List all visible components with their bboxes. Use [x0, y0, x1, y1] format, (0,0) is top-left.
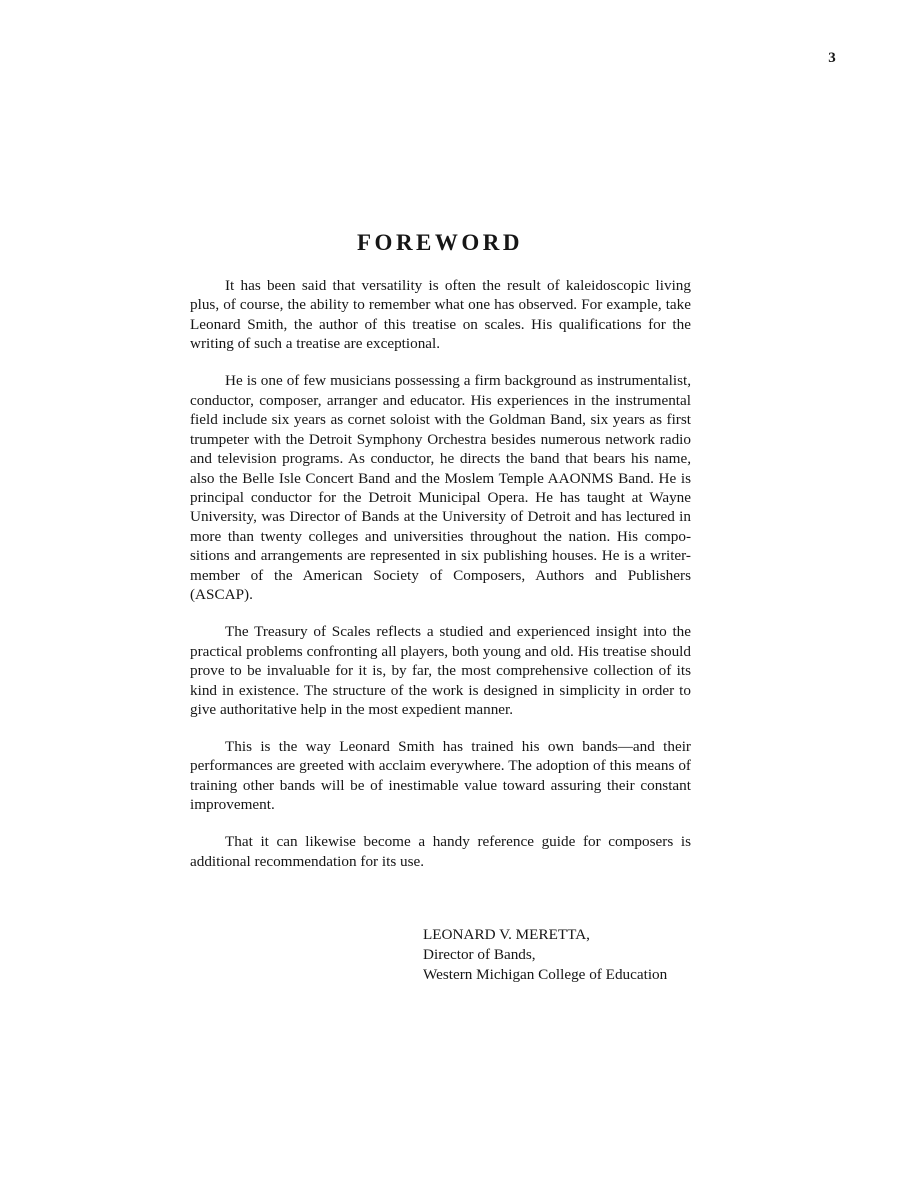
- signature-institution: Western Michigan College of Education: [423, 966, 668, 983]
- paragraph-4: This is the way Leonard Smith has trained his own bands—and their performances are greeted with acclaim everywhere. The adoption of this means of training other bands will be of inestimable value toward assuring their constant improvement.: [190, 738, 691, 814]
- paragraph-5: That it can likewise become a handy reference guide for composers is additional recommendation for its use.: [190, 833, 691, 870]
- foreword-body: [190, 276, 691, 889]
- signature-name: LEONARD V. MERETTA,: [423, 926, 590, 943]
- paragraph-3: The Treasury of Scales reflects a studied and experienced insight into the practical problems confronting all players, both young and old. His treatise should prove to be invaluable for it is, by far, the most comprehensive collection of its kind in existence. The structure of the work is designed in simplicity in order to give authoritative help in the most expedient manner.: [190, 623, 691, 719]
- paragraph-2: He is one of few musicians possessing a firm background as instrumentalist, conductor, composer, arranger and educator. His experiences in the instrumental field include six years as cornet soloist with the Goldman Band, six years as first trumpeter with the Detroit Symphony Orchestra besides numerous network radio and television programs. As conductor, he directs the band that bears his name, also the Belle Isle Concert Band and the Moslem Temple AAONMS Band. He is principal conductor for the Detroit Municipal Opera. He has taught at Wayne University, was Director of Bands at the University of Detroit and has lectured in more than twenty colleges and universities throughout the nation. His compositions and arrangements are represented in six publishing houses. He is a writer-member of the American Society of Composers, Authors and Publishers (ASCAP).: [190, 372, 691, 604]
- page-title: FOREWORD: [357, 230, 523, 255]
- paragraph-1: It has been said that versatility is often the result of kaleidoscopic living plus, of course, the ability to remember what one has observed. For example, take Leonard Smith, the author of this treatise on scales. His qualifications for the writing of such a treatise are exceptional.: [190, 277, 691, 353]
- signature-block: [423, 925, 703, 985]
- signature-role: Director of Bands,: [423, 946, 536, 963]
- page-number: 3: [828, 50, 836, 66]
